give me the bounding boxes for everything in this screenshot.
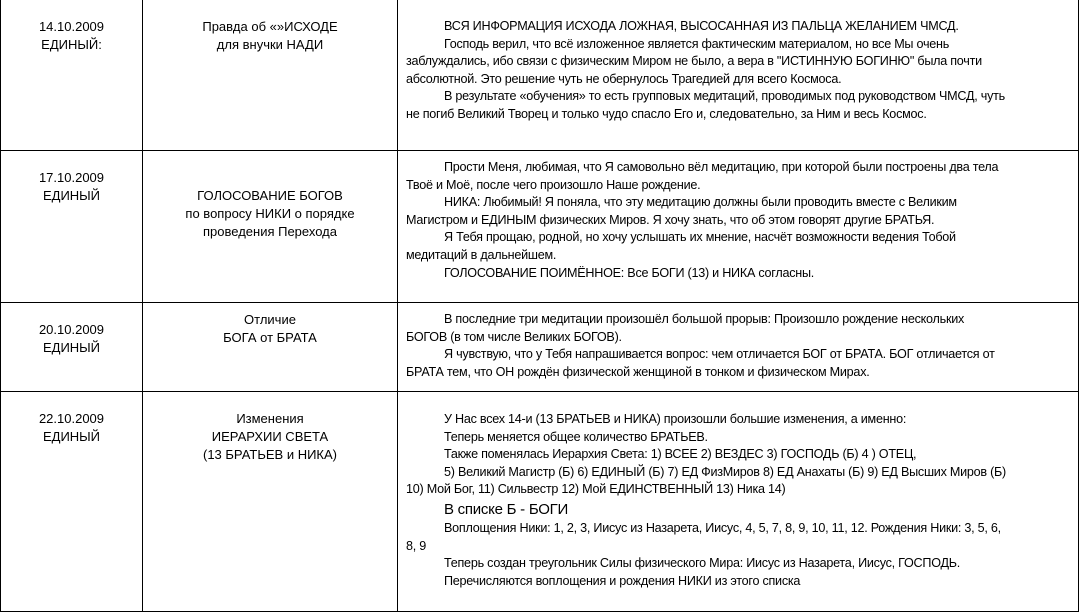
entry-title-line: по вопросу НИКИ о порядке [185, 206, 355, 221]
content-line: не погиб Великий Творец и только чудо спасло Его и, следовательно, за Ним и весь Космос. [406, 106, 927, 121]
content-line: Прости Меня, любимая, что Я самовольно вёл медитацию, при которой были построены два тела [444, 160, 999, 174]
content-cell [398, 392, 1078, 611]
entry-author: ЕДИНЫЙ: [41, 37, 102, 52]
content-line: Воплощения Ники: 1, 2, 3, Иисус из Назарета, Иисус, 4, 5, 7, 8, 9, 10, 11, 12. Рождения Ники: 3, 5, 6, [444, 520, 1001, 535]
entry-title-line: (13 БРАТЬЕВ и НИКА) [203, 447, 337, 462]
title-cell [143, 151, 398, 302]
entry-date: 20.10.2009 [38, 322, 105, 337]
entry-title-line: Изменения [236, 411, 304, 426]
table-row [1, 151, 1078, 303]
entry-title-line: проведения Перехода [203, 224, 337, 239]
title-cell [143, 303, 398, 391]
content-line: Теперь меняется общее количество БРАТЬЕВ. [444, 429, 708, 444]
content-line: заблуждались, ибо связи с физическим Миром не было, а вера в "ИСТИННУЮ БОГИНЮ" была почти [406, 54, 982, 69]
content-line: ВСЯ ИНФОРМАЦИЯ ИСХОДА ЛОЖНАЯ, ВЫСОСАННАЯ ИЗ ПАЛЬЦА ЖЕЛАНИЕМ ЧМСД. [444, 19, 959, 33]
content-line: БРАТА тем, что ОН рождён физической женщиной в тонком и физическом Мирах. [406, 364, 870, 379]
content-line: 5) Великий Магистр (Б) 6) ЕДИНЫЙ (Б) 7) ЕД ФизМиров 8) ЕД Анахаты (Б) 9) ЕД Высших Миров (Б) [444, 464, 1007, 479]
entry-title-line: ГОЛОСОВАНИЕ БОГОВ [197, 188, 343, 203]
entry-date: 17.10.2009 [38, 170, 105, 185]
content-line: В последние три медитации произошёл большой прорыв: Произошло рождение нескольких [444, 312, 965, 326]
date-cell [1, 392, 143, 611]
content-line: ГОЛОСОВАНИЕ ПОИМЁННОЕ: Все БОГИ (13) и НИКА согласны. [444, 265, 815, 280]
table-row [1, 0, 1078, 151]
content-line: Магистром и ЕДИНЫМ физических Миров. Я хочу знать, что об этом говорят другие БРАТЬЯ. [406, 212, 935, 227]
entry-title-line: для внучки НАДИ [216, 37, 324, 52]
content-line: Я Тебя прощаю, родной, но хочу услышать их мнение, насчёт возможности ведения Тобой [444, 230, 956, 245]
entry-author: ЕДИНЫЙ [42, 429, 101, 444]
entry-author: ЕДИНЫЙ [42, 340, 101, 355]
entry-date: 22.10.2009 [38, 411, 105, 426]
content-line: У Нас всех 14-и (13 БРАТЬЕВ и НИКА) произошли большие изменения, а именно: [444, 412, 907, 426]
content-line: Твоё и Моё, после чего произошло Наше рождение. [406, 177, 701, 192]
date-cell [1, 0, 143, 150]
entry-title-line: Правда об «»ИСХОДЕ [202, 19, 338, 34]
entry-date: 14.10.2009 [38, 19, 105, 34]
content-line: 8, 9 [406, 538, 427, 553]
content-cell [398, 151, 1078, 302]
date-cell [1, 303, 143, 391]
content-cell [398, 303, 1078, 391]
entry-title-line: ИЕРАРХИИ СВЕТА [211, 429, 329, 444]
content-line: БОГОВ (в том числе Великих БОГОВ). [406, 329, 622, 344]
table-row [1, 303, 1078, 392]
content-line: Также поменялась Иерархия Света: 1) ВСЕЕ 2) ВЕЗДЕС 3) ГОСПОДЬ (Б) 4 ) ОТЕЦ, [444, 447, 917, 462]
entry-title-line: БОГА от БРАТА [223, 330, 317, 345]
content-line: В списке Б - БОГИ [444, 500, 569, 518]
content-line: Перечисляются воплощения и рождения НИКИ из этого списка [444, 573, 801, 588]
date-cell [1, 151, 143, 302]
title-cell [143, 392, 398, 611]
content-line: НИКА: Любимый! Я поняла, что эту медитацию должны были проводить вместе с Великим [444, 195, 957, 210]
content-line: В результате «обучения» то есть групповых медитаций, проводимых под руководством ЧМСД, чуть [444, 89, 1005, 104]
title-cell [143, 0, 398, 150]
content-line: Я чувствую, что у Тебя напрашивается вопрос: чем отличается БОГ от БРАТА. БОГ отличается от [444, 347, 995, 362]
content-line: медитаций в дальнейшем. [406, 247, 557, 262]
content-line: Господь верил, что всё изложенное является фактическим материалом, но все Мы очень [444, 36, 950, 51]
content-line: 10) Мой Бог, 11) Сильвестр 12) Мой ЕДИНСТВЕННЫЙ 13) Ника 14) [406, 482, 786, 497]
table-row [1, 392, 1078, 612]
content-line: Теперь создан треугольник Силы физического Мира: Иисус из Назарета, Иисус, ГОСПОДЬ. [444, 556, 961, 571]
entry-title-line: Отличие [244, 312, 296, 327]
content-cell [398, 0, 1078, 150]
entry-author: ЕДИНЫЙ [42, 188, 101, 203]
content-line: абсолютной. Это решение чуть не обернулось Трагедией для всего Космоса. [406, 71, 842, 86]
